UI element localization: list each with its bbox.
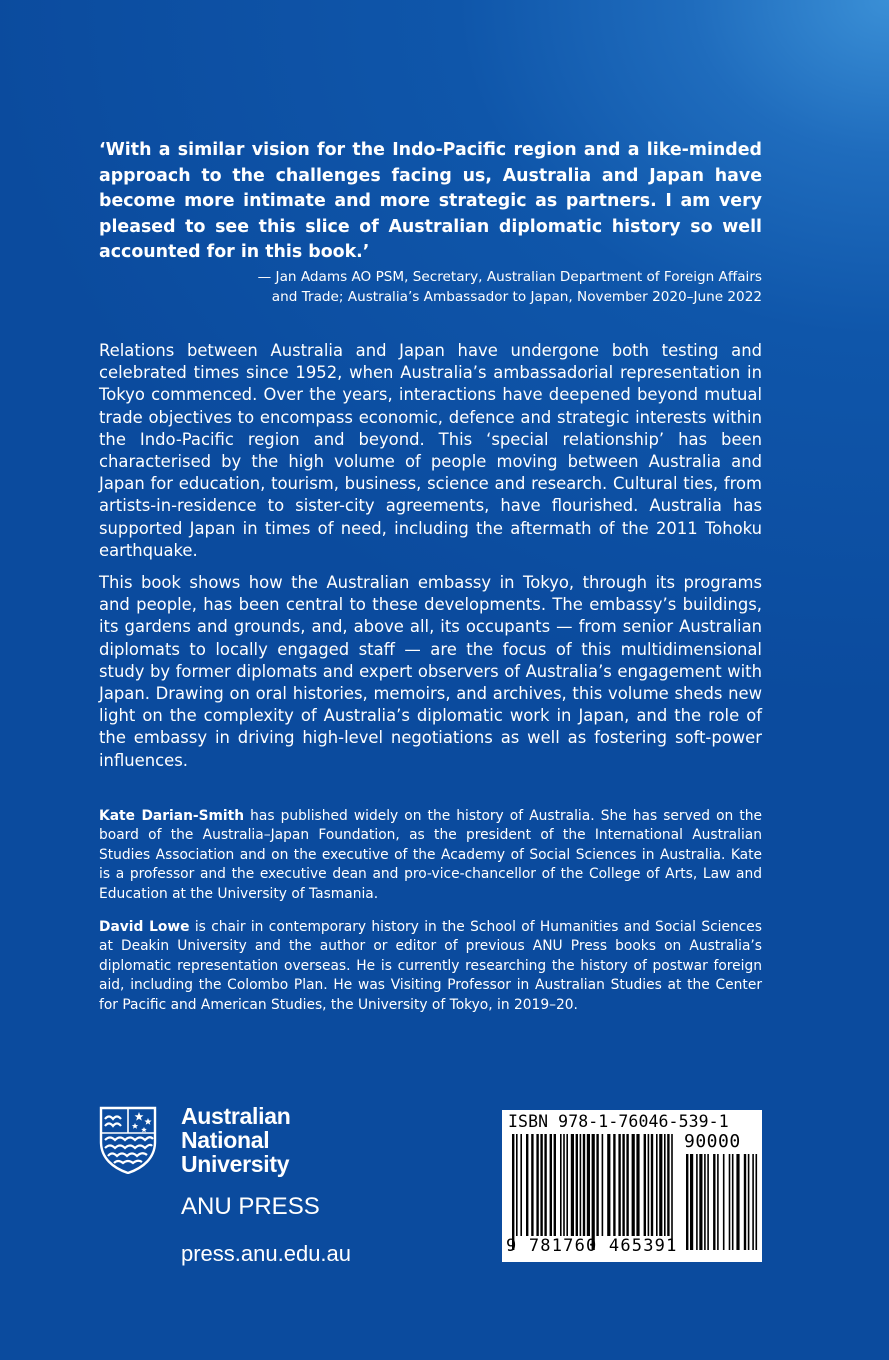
barcode-bar — [516, 1134, 518, 1236]
barcode-bar — [664, 1134, 666, 1236]
barcode-addon-digits: 90000 — [684, 1131, 741, 1152]
barcode-bar — [613, 1134, 615, 1236]
barcode-bar — [583, 1134, 585, 1236]
barcode-bar — [732, 1154, 734, 1250]
barcode-bar — [699, 1154, 702, 1250]
barcode-bar — [554, 1134, 556, 1236]
barcode-bar — [713, 1154, 715, 1250]
author-name-1: Kate Darian-Smith — [99, 808, 245, 824]
barcode-bar — [744, 1154, 746, 1250]
barcode-bar — [540, 1134, 542, 1236]
barcode-bar — [544, 1134, 546, 1236]
barcode-bar — [707, 1154, 709, 1250]
barcode-bar — [671, 1134, 673, 1250]
barcode-bar — [632, 1134, 635, 1236]
barcode-bar — [512, 1134, 514, 1250]
barcode-ean-digits: 9 781760 465391 — [506, 1236, 678, 1256]
author-bio-1 — [99, 807, 762, 904]
attribution-line-1: — Jan Adams AO PSM, Secretary, Australian Department of Foreign Affairs — [257, 269, 762, 285]
barcode-bar — [602, 1134, 604, 1236]
barcode-bar — [756, 1154, 758, 1250]
barcode-bar — [626, 1134, 628, 1236]
barcode-bar — [659, 1134, 662, 1236]
barcode-bar — [752, 1154, 754, 1250]
blurb-paragraph-1: Relations between Australia and Japan have undergone both testing and celebrated times since 1952, when Australia’s ambassadorial representation in Tokyo commenced. Over the years, interactions have deepened beyond mutual trade objectives to encompass economic, defence and strategic interests within the Indo-Pacific region and beyond. This ‘special relationship’ has been characterised by the high volume of people moving between Australia and Japan for education, tourism, business, science and research. Cultural ties, from artists-in-residence to sister-city agreements, have flourished. Australia has supported Japan in times of need, including the aftermath of the 2011 Tohoku earthquake. — [99, 341, 762, 560]
author-bio-text-1: has published widely on the history of Australia. She has served on the board of the Australia–Japan Foundation, as the president of the International Australian Studies Association and on the executive of the Academy of Social Sciences in Australia. Kate is a professor and the executive dean and pro-vice-chancellor of the College of Arts, Law and Education at the University of Tasmania. — [99, 808, 763, 902]
endorsement-quote: ‘With a similar vision for the Indo-Pacific region and a like-minded approach to the challenges facing us, Australia and Japan have become more intimate and more strategic as partners. I am very pleased to see this slice of Australian diplomatic history so well accounted for in this book.’ — [99, 140, 762, 262]
barcode-bar — [531, 1134, 533, 1236]
isbn-barcode — [502, 1110, 762, 1262]
barcode-bar — [563, 1134, 565, 1236]
barcode-bar — [696, 1154, 698, 1250]
barcode-bar — [644, 1134, 646, 1236]
barcode-bar — [571, 1134, 574, 1236]
barcode-bar — [723, 1154, 725, 1250]
anu-press-label: ANU PRESS — [181, 1193, 320, 1220]
blurb-paragraph-2: This book shows how the Australian embassy in Tokyo, through its programs and people, has been central to these developments. The embassy’s buildings, its gardens and grounds, and, above all, its occupants — from senior Australian diplomats to locally engaged staff — are the focus of this multidimensional study by former diplomats and expert observers of Australia’s engagement with Japan. Drawing on oral histories, memoirs, and archives, this volume sheds new light on the complexity of Australia’s diplomatic work in Japan, and the role of the embassy in driving high-level negotiations as well as fostering soft-power influences. — [99, 573, 762, 770]
barcode-bar — [648, 1134, 650, 1236]
barcode-bar — [686, 1154, 688, 1250]
barcode-bar — [704, 1154, 706, 1250]
barcode-bar — [576, 1134, 578, 1236]
publisher-website: press.anu.edu.au — [181, 1241, 352, 1266]
barcode-bar — [729, 1154, 731, 1250]
barcode-bar — [651, 1134, 653, 1236]
isbn-label: ISBN 978-1-76046-539-1 — [508, 1112, 729, 1131]
barcode-bar — [656, 1134, 658, 1236]
author-bio-2 — [99, 918, 762, 1015]
barcode-bar — [520, 1134, 522, 1236]
barcode-bar — [667, 1134, 669, 1236]
barcode-bar — [607, 1134, 610, 1236]
barcode-bar — [560, 1134, 562, 1236]
barcode-bar — [536, 1134, 538, 1236]
author-name-2: David Lowe — [99, 919, 190, 935]
author-bio-text-2: is chair in contemporary history in the School of Humanities and Social Sciences at Deakin University and the author or editor of previous ANU Press books on Australia’s diplomatic representation overseas. He is currently researching the history of postwar foreign aid, including the Colombo Plan. He was Visiting Professor in Australian Studies at the Center for Pacific and American Studies, the University of Tokyo, in 2019–20. — [99, 919, 762, 1013]
barcode-bar — [748, 1154, 750, 1250]
barcode-bar — [717, 1154, 719, 1250]
barcode-bar — [592, 1134, 595, 1250]
barcode-bar — [526, 1134, 528, 1236]
anu-line-2: National — [181, 1127, 270, 1153]
barcode-bar — [622, 1134, 624, 1236]
barcode-bar — [736, 1154, 739, 1250]
attribution-line-2: and Trade; Australia’s Ambassador to Japan, November 2020–June 2022 — [271, 289, 762, 305]
anu-line-1: Australian — [181, 1103, 291, 1129]
anu-crest-icon — [99, 1106, 157, 1174]
barcode-bar — [550, 1134, 552, 1236]
anu-line-3: University — [181, 1151, 290, 1177]
barcode-bar — [566, 1134, 568, 1236]
barcode-bar — [618, 1134, 620, 1236]
barcode-bar — [587, 1134, 590, 1236]
barcode-bar — [636, 1134, 639, 1236]
barcode-bar — [690, 1154, 693, 1250]
barcode-bar — [580, 1134, 582, 1236]
endorsement-attribution — [160, 267, 762, 307]
anu-wordmark — [181, 1104, 290, 1176]
barcode-bar — [596, 1134, 598, 1236]
